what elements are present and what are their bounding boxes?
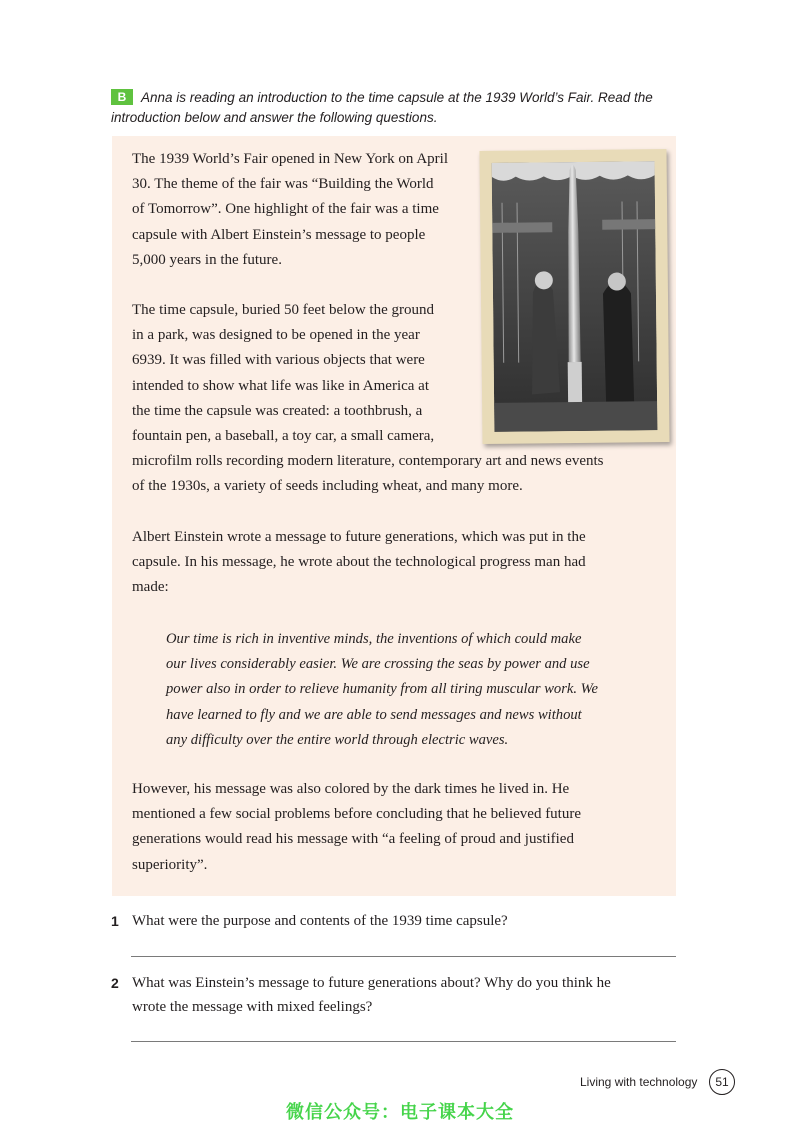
text-line: 6939. It was filled with various objects that were (132, 352, 425, 369)
quote-line: Our time is rich in inventive minds, the inventions of which could make (166, 631, 582, 647)
page-number: 51 (709, 1069, 735, 1095)
text-line: in a park, was designed to be opened in the year (132, 327, 420, 344)
question-2-text (132, 971, 611, 1019)
text-line: 30. The theme of the fair was “Building the World (132, 176, 434, 193)
text-line: the time the capsule was created: a toothbrush, a (132, 402, 423, 419)
text-line: generations would read his message with “a feeling of proud and justified (132, 831, 574, 848)
instruction-line-1: Anna is reading an introduction to the time capsule at the 1939 World’s Fair. Read the (141, 90, 653, 105)
question-1-number: 1 (111, 913, 119, 929)
text-line: fountain pen, a baseball, a toy car, a small camera, (132, 428, 435, 445)
text-line: The time capsule, buried 50 feet below the ground (132, 302, 434, 318)
text-line: of Tomorrow”. One highlight of the fair was a time (132, 201, 439, 218)
quote-line: power also in order to relieve humanity from all tiring muscular work. We (166, 681, 598, 698)
question-line: What was Einstein’s message to future generations about? Why do you think he (132, 975, 611, 991)
quote-line: our lives considerably easier. We are crossing the seas by power and use (166, 656, 590, 673)
paragraph-4 (132, 777, 581, 878)
text-line: Albert Einstein wrote a message to future generations, which was put in the (132, 529, 586, 545)
watermark: 微信公众号：电子课本大全 (286, 1102, 514, 1123)
section-badge: B (111, 89, 133, 105)
text-line: The 1939 World’s Fair opened in New York on April (132, 151, 448, 167)
paragraph-1 (132, 147, 448, 273)
question-line: wrote the message with mixed feelings? (132, 999, 373, 1015)
text-line: 5,000 years in the future. (132, 251, 282, 268)
paragraph-3 (132, 525, 586, 601)
answer-line-2[interactable] (131, 1041, 676, 1042)
text-line: made: (132, 579, 169, 596)
text-line: capsule. In his message, he wrote about the technological progress man had (132, 554, 586, 571)
text-line: mentioned a few social problems before concluding that he believed future (132, 806, 582, 823)
text-line: microfilm rolls recording modern literature, contemporary art and news events (132, 453, 604, 470)
exercise-instruction (111, 88, 681, 128)
quote-line: have learned to fly and we are able to send messages and news without (166, 706, 582, 723)
paragraph-2 (132, 298, 604, 500)
text-line: However, his message was also colored by the dark times he lived in. He (132, 781, 570, 797)
text-line: superiority”. (132, 856, 208, 873)
footer-unit-label: Living with technology (580, 1075, 698, 1089)
text-line: of the 1930s, a variety of seeds including wheat, and many more. (132, 478, 523, 495)
text-line: intended to show what life was like in America at (132, 377, 430, 394)
question-2-number: 2 (111, 975, 119, 991)
instruction-line-2: introduction below and answer the following questions. (111, 110, 438, 125)
question-line: What were the purpose and contents of the 1939 time capsule? (132, 913, 508, 929)
text-line: capsule with Albert Einstein’s message to people (132, 226, 426, 243)
question-1-text (132, 909, 508, 933)
answer-line-1[interactable] (131, 956, 676, 957)
einstein-quote (166, 627, 598, 753)
quote-line: any difficulty over the entire world through electric waves. (166, 731, 509, 748)
